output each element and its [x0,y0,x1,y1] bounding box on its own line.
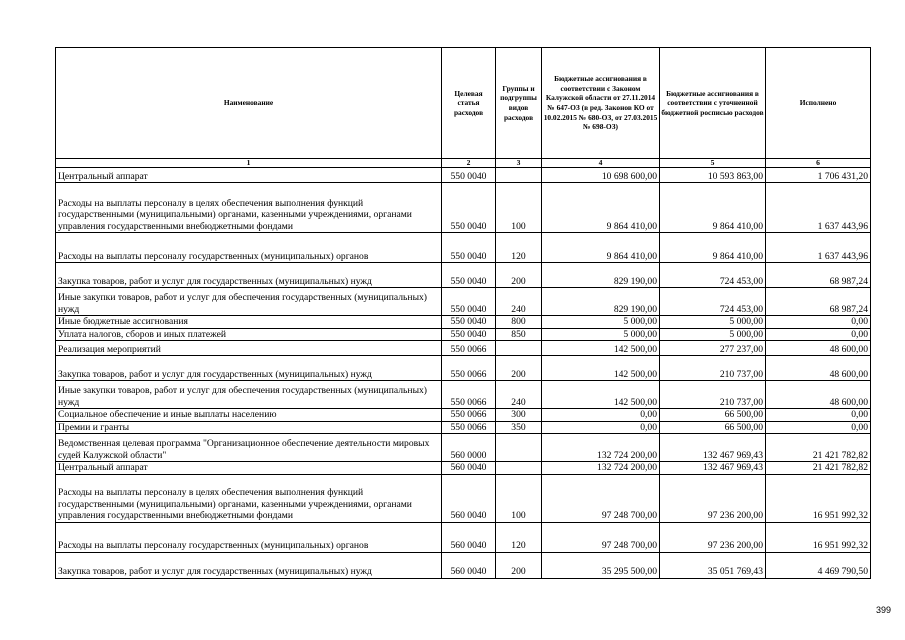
row-group-code: 120 [496,233,542,263]
row-target-code: 550 0040 [442,168,496,183]
row-target-code: 550 0066 [442,381,496,409]
row-name: Расходы на выплаты персоналу государственных (муниципальных) органов [56,522,442,552]
row-target-code: 550 0040 [442,288,496,316]
row-executed-amount: 4 469 790,50 [766,552,871,578]
row-target-code: 560 0040 [442,552,496,578]
row-name: Закупка товаров, работ и услуг для государственных (муниципальных) нужд [56,356,442,381]
row-executed-amount: 0,00 [766,421,871,434]
row-target-code: 550 0040 [442,233,496,263]
row-group-code: 100 [496,474,542,522]
row-group-code: 200 [496,552,542,578]
table-row [56,263,871,288]
table-row [56,474,871,522]
row-law-amount: 5 000,00 [542,328,660,341]
row-executed-amount: 0,00 [766,409,871,422]
row-refined-amount: 66 500,00 [660,421,766,434]
row-executed-amount: 48 600,00 [766,341,871,356]
row-refined-amount: 66 500,00 [660,409,766,422]
row-refined-amount: 210 737,00 [660,381,766,409]
row-refined-amount: 10 593 863,00 [660,168,766,183]
row-target-code: 550 0040 [442,263,496,288]
row-group-code [496,434,542,462]
row-executed-amount: 68 987,24 [766,263,871,288]
row-law-amount: 10 698 600,00 [542,168,660,183]
row-name: Премии и гранты [56,421,442,434]
row-executed-amount: 21 421 782,82 [766,434,871,462]
row-refined-amount: 9 864 410,00 [660,183,766,233]
row-law-amount: 97 248 700,00 [542,522,660,552]
row-executed-amount: 1 637 443,96 [766,183,871,233]
column-number-row [56,159,871,168]
row-law-amount: 9 864 410,00 [542,233,660,263]
row-refined-amount: 724 453,00 [660,288,766,316]
budget-table [55,47,871,579]
row-executed-amount: 1 637 443,96 [766,233,871,263]
table-row [56,183,871,233]
row-group-code: 300 [496,409,542,422]
header-law-allocations: Бюджетные ассигнования в соответствии с Законом Калужской области от 27.11.2014 № 647-ОЗ (в ред. Законов КО от 10.02.2015 № 680-ОЗ, от 27.03.2015 № 698-ОЗ) [542,48,660,159]
column-number: 4 [542,159,660,168]
table-row [56,341,871,356]
table-row [56,421,871,434]
row-refined-amount: 5 000,00 [660,316,766,329]
row-name: Центральный аппарат [56,462,442,475]
row-group-code: 800 [496,316,542,329]
row-group-code [496,341,542,356]
table-body [56,168,871,579]
table-row [56,328,871,341]
row-name: Закупка товаров, работ и услуг для государственных (муниципальных) нужд [56,552,442,578]
row-law-amount: 132 724 200,00 [542,462,660,475]
row-target-code: 550 0066 [442,341,496,356]
row-name: Иные бюджетные ассигнования [56,316,442,329]
row-executed-amount: 0,00 [766,316,871,329]
row-law-amount: 97 248 700,00 [542,474,660,522]
table-row [56,462,871,475]
row-name: Ведомственная целевая программа "Организационное обеспечение деятельности мировых судей Калужской области" [56,434,442,462]
row-refined-amount: 97 236 200,00 [660,522,766,552]
row-law-amount: 142 500,00 [542,381,660,409]
row-group-code: 200 [496,263,542,288]
row-law-amount: 132 724 200,00 [542,434,660,462]
table-row [56,168,871,183]
row-name: Расходы на выплаты персоналу государственных (муниципальных) органов [56,233,442,263]
table-header [56,48,871,168]
table-row [56,381,871,409]
row-target-code: 550 0040 [442,328,496,341]
column-number: 3 [496,159,542,168]
row-name: Закупка товаров, работ и услуг для государственных (муниципальных) нужд [56,263,442,288]
row-refined-amount: 724 453,00 [660,263,766,288]
row-group-code [496,168,542,183]
header-name: Наименование [56,48,442,159]
row-refined-amount: 132 467 969,43 [660,462,766,475]
row-name: Уплата налогов, сборов и иных платежей [56,328,442,341]
row-refined-amount: 132 467 969,43 [660,434,766,462]
row-refined-amount: 35 051 769,43 [660,552,766,578]
row-target-code: 550 0066 [442,421,496,434]
row-target-code: 550 0040 [442,183,496,233]
row-group-code: 240 [496,288,542,316]
header-refined-allocations: Бюджетные ассигнования в соответствии с уточненной бюджетной росписью расходов [660,48,766,159]
row-group-code: 240 [496,381,542,409]
row-target-code: 560 0040 [442,474,496,522]
row-target-code: 560 0040 [442,462,496,475]
row-executed-amount: 16 951 992,32 [766,522,871,552]
row-target-code: 550 0066 [442,409,496,422]
row-name: Реализация мероприятий [56,341,442,356]
row-law-amount: 0,00 [542,409,660,422]
row-law-amount: 142 500,00 [542,356,660,381]
row-name: Иные закупки товаров, работ и услуг для обеспечения государственных (муниципальных) нужд [56,381,442,409]
row-law-amount: 829 190,00 [542,263,660,288]
row-group-code: 120 [496,522,542,552]
row-name: Социальное обеспечение и иные выплаты населению [56,409,442,422]
table-row [56,522,871,552]
table-row [56,552,871,578]
row-refined-amount: 277 237,00 [660,341,766,356]
table-row [56,434,871,462]
row-executed-amount: 0,00 [766,328,871,341]
column-number: 1 [56,159,442,168]
row-executed-amount: 1 706 431,20 [766,168,871,183]
row-refined-amount: 9 864 410,00 [660,233,766,263]
row-law-amount: 35 295 500,00 [542,552,660,578]
row-group-code: 850 [496,328,542,341]
row-law-amount: 0,00 [542,421,660,434]
row-target-code: 560 0000 [442,434,496,462]
row-refined-amount: 5 000,00 [660,328,766,341]
header-executed: Исполнено [766,48,871,159]
header-expense-groups: Группы и подгруппы видов расходов [496,48,542,159]
row-name: Расходы на выплаты персоналу в целях обеспечения выполнения функций государственными (муниципальными) органами, казенными учреждениями, органами управления государственными внебюджетными фондами [56,474,442,522]
column-number: 6 [766,159,871,168]
row-target-code: 550 0066 [442,356,496,381]
table-row [56,288,871,316]
row-group-code: 200 [496,356,542,381]
row-refined-amount: 210 737,00 [660,356,766,381]
row-executed-amount: 16 951 992,32 [766,474,871,522]
row-target-code: 560 0040 [442,522,496,552]
row-law-amount: 9 864 410,00 [542,183,660,233]
table-row [56,409,871,422]
table-row [56,356,871,381]
table-row [56,233,871,263]
column-number: 5 [660,159,766,168]
row-group-code: 350 [496,421,542,434]
table-row [56,316,871,329]
header-target-article: Целевая статья расходов [442,48,496,159]
row-refined-amount: 97 236 200,00 [660,474,766,522]
row-target-code: 550 0040 [442,316,496,329]
row-group-code: 100 [496,183,542,233]
row-law-amount: 829 190,00 [542,288,660,316]
row-law-amount: 142 500,00 [542,341,660,356]
row-name: Иные закупки товаров, работ и услуг для обеспечения государственных (муниципальных) нужд [56,288,442,316]
row-law-amount: 5 000,00 [542,316,660,329]
row-executed-amount: 21 421 782,82 [766,462,871,475]
column-number: 2 [442,159,496,168]
row-executed-amount: 68 987,24 [766,288,871,316]
row-name: Расходы на выплаты персоналу в целях обеспечения выполнения функций государственными (муниципальными) органами, казенными учреждениями, органами управления государственными внебюджетными фондами [56,183,442,233]
row-executed-amount: 48 600,00 [766,381,871,409]
row-name: Центральный аппарат [56,168,442,183]
row-group-code [496,462,542,475]
row-executed-amount: 48 600,00 [766,356,871,381]
page-number: 399 [875,605,891,615]
